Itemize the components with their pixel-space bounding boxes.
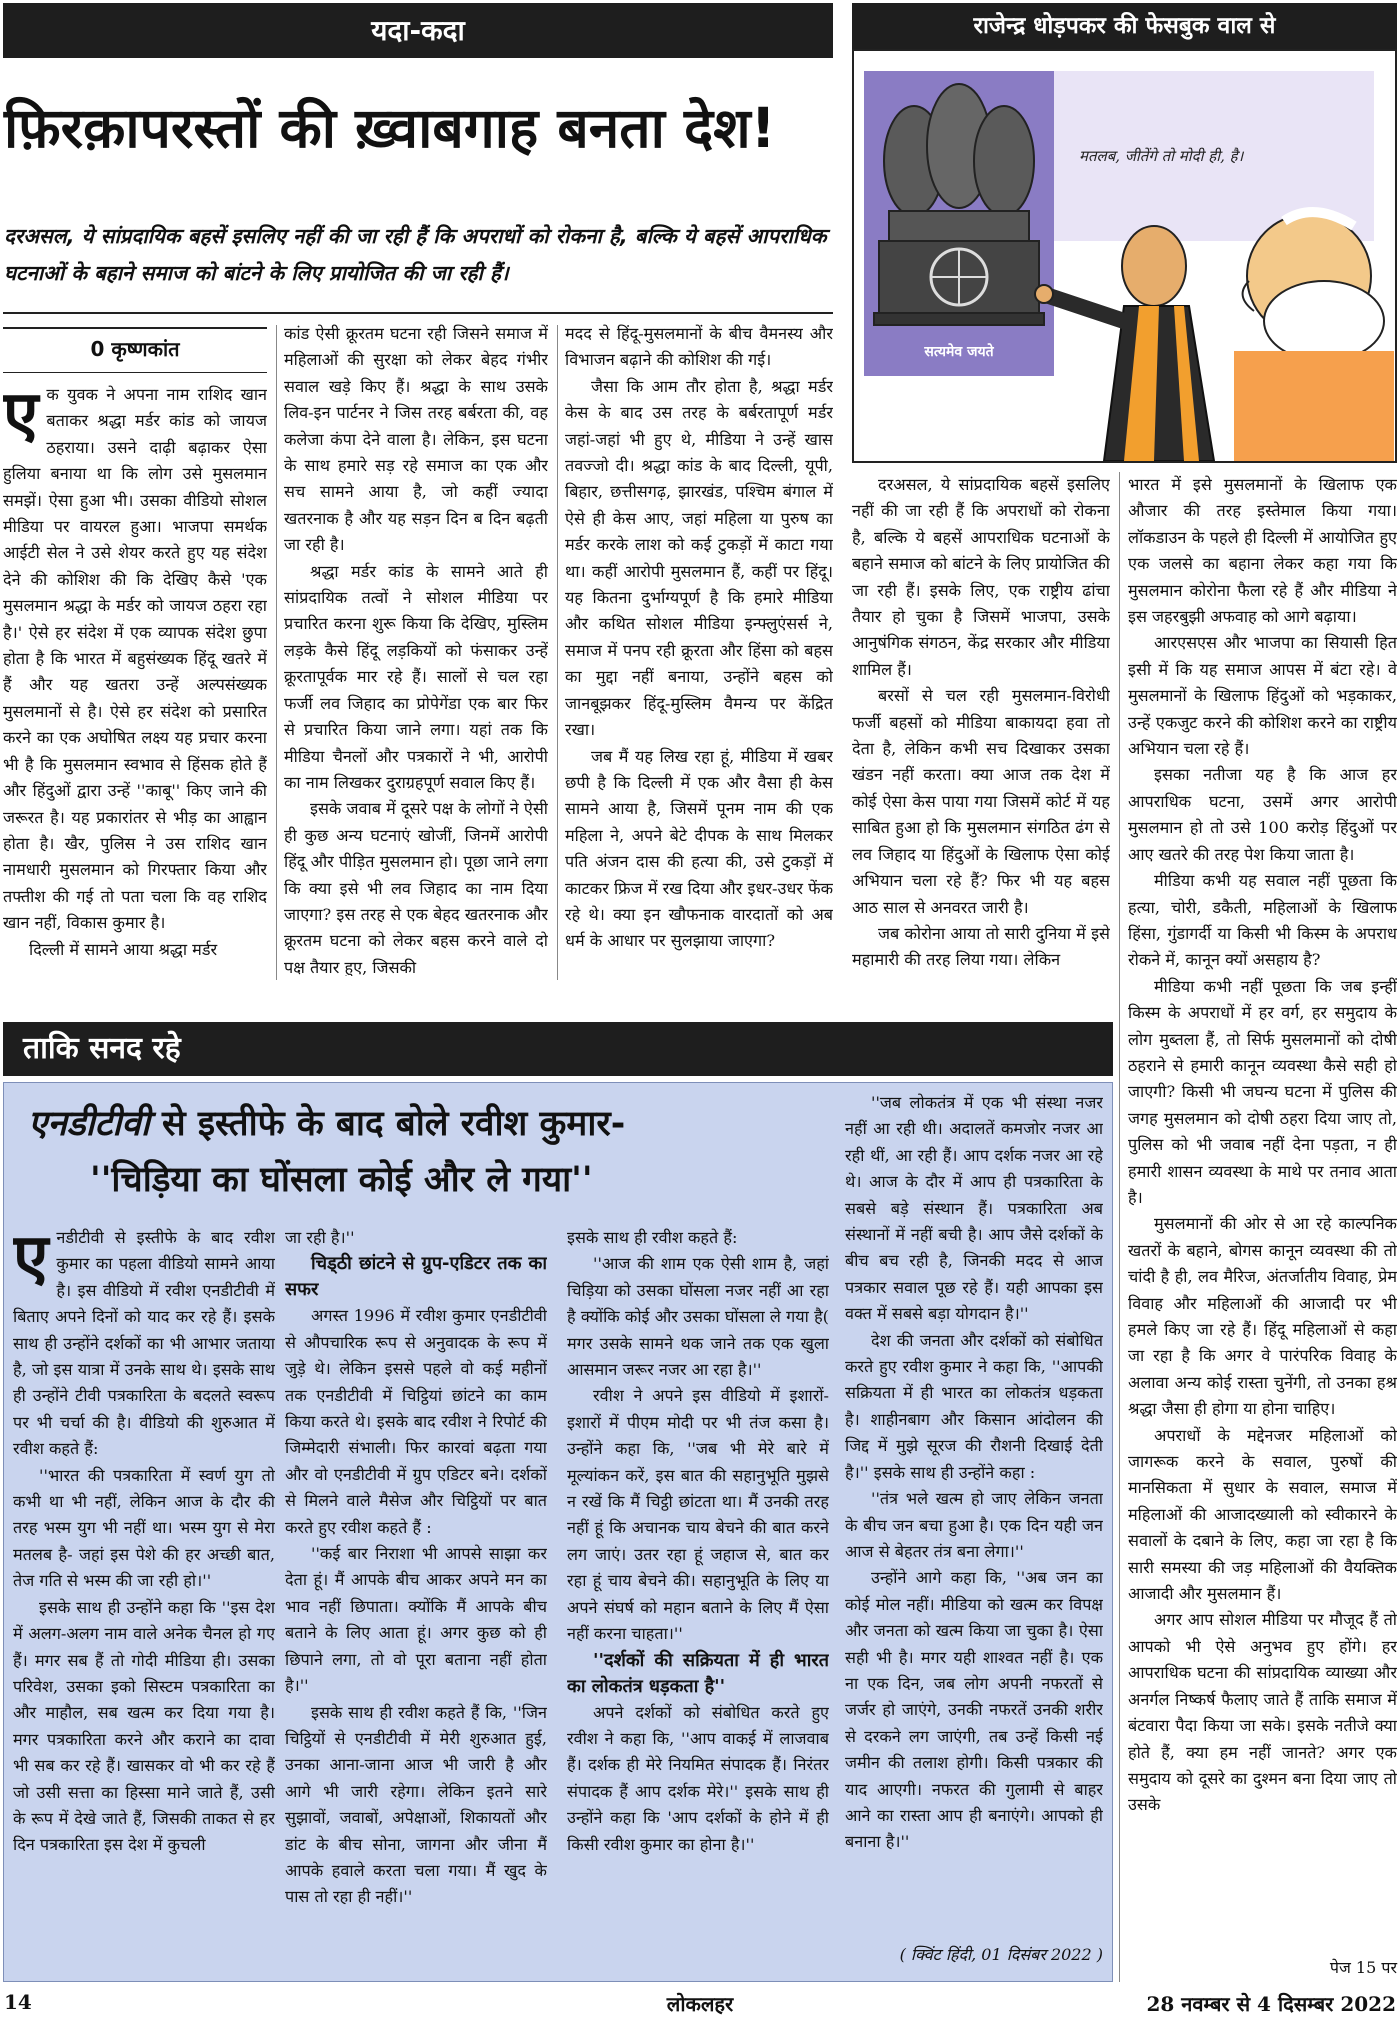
section-title: यदा-कदा (371, 14, 465, 47)
paragraph: अपराधों के मद्देनजर महिलाओं को जागरूक करने के सवाल, पुरुषों की मानसिकता में सुधार के सवाल, समाज में महिलाओं की आजादख्याली को स्वीकारने के सवालों के दबाने के लिए, कहा जा रहा है कि सारी समस्या की जड़ महिलाओं की वैयक्तिक आजादी और मुसलमान हैं। (1128, 1425, 1397, 1604)
paragraph: ''आज की शाम एक ऐसी शाम है, जहां चिड़िया को उसका घोंसला नजर नहीं आ रहा है क्योंकि कोई और उसका घोंसला ले गया है( मगर उसके सामने थक जाने तक एक खुला आसमान जरूर नजर आ रहा है।'' (567, 1254, 829, 1380)
cartoon-motto-text: सत्यमेव जयते (924, 344, 994, 360)
paragraph: कांड ऐसी क्रूरतम घटना रही जिसने समाज में महिलाओं की सुरक्षा को लेकर बेहद गंभीर सवाल खड़े किए हैं। श्रद्धा के साथ उसके लिव-इन पार्टनर ने जिस तरह बर्बरता की, वह कलेजा कंपा देने वाला है। लेकिन, इस घटना के साथ हमारे सड़ रहे समाज का एक और सच सामने आया है, जो कहीं ज्यादा खतरनाक है और यह सड़न दिन ब दिन बढ़ती जा रही है। (284, 324, 548, 555)
left-article-column-1 (3, 382, 267, 972)
ravish-column-1 (13, 1225, 275, 1975)
column-divider (557, 325, 558, 980)
subheading: चिड्ठी छांटने से ग्रुप-एडिटर तक का सफर (285, 1253, 547, 1301)
paragraph: जा रही है।'' (285, 1228, 355, 1247)
paragraph: जब मैं यह लिख रहा हूं, मीडिया में खबर छपी है कि दिल्ली में एक और वैसा ही केस सामने आया है, जिसमें पूनम नाम की एक महिला ने, अपने बेटे दीपक के साथ मिलकर पति अंजन दास की हत्या की, उसे टुकड़ों में काटकर फ्रिज में रख दिया और इधर-उधर फेंक रहे थे। क्या इन खौफनाक वारदातों को अब धर्म के आधार पर सुलझाया जाएगा? (565, 746, 833, 951)
ravish-headline-quote: ''चिड़िया का घोंसला कोई और ले गया'' (90, 1160, 593, 1200)
left-article-column-3 (565, 321, 833, 976)
source-credit: ( क्विंट हिंदी, 01 दिसंबर 2022 ) (899, 1945, 1103, 1964)
section-band-yada-kada (3, 3, 833, 58)
left-article-column-4 (852, 472, 1110, 982)
column-divider (1119, 472, 1120, 1982)
paragraph: जैसा कि आम तौर होता है, श्रद्धा मर्डर केस के बाद उस तरह के बर्बरतापूर्ण मर्डर जहां-जहां भी हुए थे, मीडिया ने उन्हें खास तवज्जो दी। श्रद्धा कांड के बाद दिल्ली, यूपी, बिहार, छत्तीसगढ़, झारखंड, पश्चिम बंगाल में ऐसे ही केस आए, जहां महिला या पुरुष का मर्डर करके लाश को कई टुकड़ों में काटा गया था। कहीं आरोपी मुसलमान हैं, कहीं पर हिंदू। यह कितना दुर्भाग्यपूर्ण है कि हमारे मीडिया और कथित सोशल मीडिया इन्फ्लुएंसर्स ने, समाज में पनप रही क्रूरता और हिंसा को बहस का मुद्दा नहीं बनाया, उन्होंने बहस को जानबूझकर हिंदू-मुस्लिम वैमन्य पर केंद्रित रखा। (565, 376, 833, 740)
paragraph: आरएसएस और भाजपा का सियासी हित इसी में कि यह समाज आपस में बंटा रहे। वे मुसलमानों के खिलाफ हिंदुओं को भड़काकर, उन्हें एकजुट करने की कोशिश करने का राष्ट्रीय अभियान चला रहे हैं। (1128, 633, 1397, 759)
cartoon-modi-figure (1234, 212, 1394, 461)
paragraph: मदद से हिंदू-मुसलमानों के बीच वैमनस्य और विभाजन बढ़ाने की कोशिश की गई। (565, 324, 833, 370)
column-divider (276, 325, 277, 980)
left-article-column-2 (284, 321, 548, 976)
paragraph: इसका नतीजा यह है कि आज हर आपराधिक घटना, उसमें अगर आरोपी मुसलमान हो तो उसे 100 करोड़ हिंदुओं पर आए खतरे की तरह पेश किया जाता है। (1128, 765, 1397, 864)
paragraph: क युवक ने अपना नाम राशिद खान बताकर श्रद्धा मर्डर कांड को जायज ठहराया। उसने दाढ़ी बढ़ाकर ऐसा हुलिया बनाया था कि लोग उसे मुसलमान समझें। ऐसा हुआ भी। उसका वीडियो सोशल मीडिया पर वायरल हुआ। भाजपा समर्थक आईटी सेल ने उसे शेयर करते हुए यह संदेश देने की कोशिश की कि देखिए कैसे 'एक मुसलमान श्रद्धा के मर्डर को जायज ठहरा रहा है।' ऐसे हर संदेश में एक व्यापक संदेश छुपा होता है कि भारत में बहुसंख्यक हिंदू खतरे में हैं और यह खतरा उन्हें अल्पसंख्यक मुसलमानों से है। ऐसे हर संदेश को प्रसारित करने का एक अघोषित लक्ष्य यह प्रचार करना भी है कि मुसलमान स्वभाव से हिंसक होते हैं और हिंदुओं द्वारा उन्हें ''काबू'' किए जाने की जरूरत है। यह प्रकारांतर से भीड़ का आह्वान होता है। खैर, पुलिस ने उस राशिद खान नामधारी मुसलमान को गिरफ्तार किया और तफ्तीश की गई तो पता चला कि वह राशिद खान नहीं, विकास कुमार है। (3, 385, 267, 933)
cartoon-section-title: राजेन्द्र धोड़पकर की फेसबुक वाल से (973, 13, 1276, 39)
paragraph: ''कई बार निराशा भी आपसे साझा कर देता हूं। मैं आपके बीच आकर अपने मन का भाव नहीं छिपाता। क्योंकि मैं आपके बीच बताने के लिए आता हूं। अगर कुछ को ही छिपाने लगा, तो वो पूरा बताना नहीं होता है।'' (285, 1544, 547, 1696)
paragraph: दिल्ली में सामने आया श्रद्धा मर्डर (29, 939, 218, 959)
standfirst: दरअसल, ये सांप्रदायिक बहसें इसलिए नहीं की जा रही हैं कि अपराधों को रोकना है, बल्कि ये बहसें आपराधिक घटनाओं के बहाने समाज को बांटने के लिए प्रायोजित की जा रही हैं। (4, 224, 827, 285)
headline: फ़िरक़ापरस्तों की ख़्वाबगाह बनता देश! (4, 96, 776, 160)
standfirst-rule (3, 312, 833, 314)
paragraph: ''तंत्र भले खत्म हो जाए लेकिन जनता के बीच जन बचा हुआ है। एक दिन यही जन आज से बेहतर तंत्र बना लेगा।'' (845, 1489, 1103, 1561)
cartoon-frame (852, 49, 1397, 463)
drop-cap: ए (13, 1225, 49, 1295)
ravish-headline-line1 (28, 1100, 858, 1148)
page-number: 14 (4, 1990, 32, 2014)
issue-date: 28 नवम्बर से 4 दिसम्बर 2022 (1146, 1992, 1396, 2016)
ravish-column-4 (845, 1090, 1103, 1935)
paragraph: मीडिया कभी यह सवाल नहीं पूछता कि हत्या, चोरी, डकैती, महिलाओं के खिलाफ हिंसा, गुंडागर्दी या किसी भी किस्म के अपराध रोकने में, कानून क्यों असहाय है? (1128, 871, 1397, 970)
paragraph: अपने दर्शकों को संबोधित करते हुए रवीश ने कहा कि, ''आप वाकई में लाजवाब हैं। दर्शक ही मेरे नियमित संपादक हैं। निरंतर संपादक हैं आप दर्शक मेरे।'' इसके साथ ही उन्होंने कहा कि 'आप दर्शकों के होने में ही किसी रवीश कुमार का होना है।'' (567, 1702, 829, 1854)
paragraph: उन्होंने आगे कहा कि, ''अब जन का कोई मोल नहीं। मीडिया को खत्म कर विपक्ष और जनता को खत्म किया जा चुका है। ऐसा सही भी है। मगर यही शाश्वत नहीं है। एक ना एक दिन, जब लोग अपनी नफरतों से जर्जर हो जाएंगे, उनकी नफरतें उनकी शरीर से दरकने लग जाएंगी, तब उन्हें किसी नई जमीन की तलाश होगी। किसी पत्रकार की याद आएगी। नफरत की गुलामी से बाहर आने का रास्ता आप ही बनाएंगे। आपको ही बनाना है।'' (845, 1568, 1103, 1852)
subheading: ''दर्शकों की सक्रियता में ही भारत का लोकतंत्र धड़कता है'' (567, 1649, 829, 1697)
paper-name: लोकलहर (666, 1992, 734, 2016)
byline: 0 कृष्णकांत (90, 337, 180, 361)
cartoon-speech-text: मतलब, जीतेंगे तो मोदी ही, है। (1079, 147, 1244, 165)
paragraph: ''जब लोकतंत्र में एक भी संस्था नजर नहीं आ रही थी। अदालतें कमजोर नजर आ रही थीं, आ रही हैं। आप दर्शक नजर आ रहे थे। आज के दौर में आप ही पत्रकारिता के सबसे बड़े संस्थान हैं। पत्रकारिता अब संस्थानों में नहीं बची है। आप जैसे दर्शकों के बीच बच रही है, जिनकी मदद से आज पत्रकार सवाल पूछ रहे हैं। यही आपका इस वक्त में सबसे बड़ा योगदान है।'' (845, 1093, 1103, 1324)
byline-rule-bottom (3, 372, 267, 373)
paragraph: भारत में इसे मुसलमानों के खिलाफ एक औजार की तरह इस्तेमाल किया गया। लॉकडाउन के पहले ही दिल्ली में आयोजित हुए एक जलसे का बहाना लेकर कहा गया कि मुसलमान कोरोना फैला रहे हैं और मीडिया ने इस जहरबुझी अफवाह को आगे बढ़ाया। (1128, 475, 1397, 627)
paragraph: मीडिया कभी नहीं पूछता कि जब इन्हीं किस्म के अपराधों में हर वर्ग, हर समुदाय के लोग मुब्तला हैं, तो सिर्फ मुसलमानों को दोषी ठहराने से हमारी कानून व्यवस्था कैसे सही हो जाएगी? किसी भी जघन्य घटना में पुलिस की जगह मुसलमान को दोषी ठहरा दिया जाए तो, पुलिस को भी जवाब नहीं देना पड़ता, न ही हमारी शासन व्यवस्था के माथे पर तनाव आता है। (1128, 976, 1397, 1207)
section-band-cartoon (852, 3, 1397, 49)
section-band-taaki-sanad-rahe (3, 1022, 1113, 1076)
paragraph: इसके साथ ही उन्होंने कहा कि ''इस देश में अलग-अलग नाम वाले अनेक चैनल हो गए हैं। मगर सब हैं तो गोदी मीडिया ही। उसका परिवेश, उसका इको सिस्टम पत्रकारिता का और माहौल, सब खत्म कर दिया गया है। मगर पत्रकारिता करने और कराने का दावा भी सब कर रहे हैं। खासकर वो भी कर रहे हैं जो उसी सत्ता का हिस्सा माने जाते हैं, उसी के रूप में देखे जाते हैं, जिसकी ताकत से हर दिन पत्रकारिता इस देश में कुचली (13, 1597, 275, 1855)
paragraph: श्रद्धा मर्डर कांड के सामने आते ही सांप्रदायिक तत्वों ने सोशल मीडिया पर प्रचारित करना शुरू किया कि देखिए, मुस्लिम लड़के कैसे हिंदू लड़कियों को फंसाकर उन्हें क्रूरतापूर्वक मार रहे हैं। सालों से चल रहा फर्जी लव जिहाद का प्रोपेगेंडा एक बार फिर से प्रचारित किया जाने लगा। यहां तक कि मीडिया चैनलों और पत्रकारों ने भी, आरोपी का नाम लिखकर दुराग्रहपूर्ण सवाल किए हैं। (284, 561, 548, 792)
paragraph: नडीटीवी से इस्तीफे के बाद रवीश कुमार का पहला वीडियो सामने आया है। इस वीडियो में रवीश एनडीटीवी में बिताए अपने दिनों को याद कर रहे हैं। इसके साथ ही उन्होंने दर्शकों का भी आभार जताया है, जो इस यात्रा में उनके साथ थे। इसके साथ ही उन्होंने टीवी पत्रकारिता के बदलते स्वरूप पर भी चर्चा की है। वीडियो की शुरुआत में रवीश कहते हैं: (13, 1228, 275, 1459)
paragraph: मुसलमानों की ओर से आ रहे काल्पनिक खतरों के बहाने, बोगस कानून व्यवस्था की तो चांदी है ही, लव मैरिज, अंतर्जातीय विवाह, प्रेम विवाह और महिलाओं की आजादी पर भी हमले किए जा रहे हैं। हिंदू महिलाओं से कहा जा रहा है कि अगर वे पारंपरिक विवाह के अलावा अन्य कोई रास्ता चुनेंगी, तो उनका हश्र श्रद्धा जैसा ही होगा या होना चाहिए। (1128, 1214, 1397, 1419)
left-article-column-5 (1128, 472, 1397, 1955)
cartoon-politician-figure (1035, 226, 1214, 461)
continued-note: पेज 15 पर (1329, 1958, 1397, 1977)
paragraph: जब कोरोना आया तो सारी दुनिया में इसे महामारी की तरह लिया गया। लेकिन (852, 923, 1110, 970)
ravish-headline-channel: एनडीटीवी (28, 1104, 150, 1144)
paragraph: अगर आप सोशल मीडिया पर मौजूद हैं तो आपको भी ऐसे अनुभव हुए होंगे। हर आपराधिक घटना की सांप्रदायिक व्याख्या और अनर्गल निष्कर्ष फैलाए जाते हैं ताकि समाज में बंटवारा पैदा किया जा सके। इसके नतीजे क्या होते हैं, क्या हम नहीं जानते? अगर एक समुदाय को दूसरे का दुश्मन बना दिया जाए तो उसके (1128, 1610, 1397, 1815)
lion-emblem (874, 84, 1044, 325)
paragraph: इसके साथ ही रवीश कहते हैं: (567, 1228, 738, 1247)
byline-rule (3, 327, 267, 329)
paragraph: रवीश ने अपने इस वीडियो में इशारों-इशारों में पीएम मोदी पर भी तंज कसा है। उन्होंने कहा कि, ''जब भी मेरे बारे में मूल्यांकन करें, इस बात की सहानुभूति मुझसे न रखें कि मैं चिट्ठी छांटता था। मैं उनकी तरह नहीं हूं कि अचानक चाय बेचने की बात करने लग जाएं। उतर रहा हूं जहाज से, बात कर रहा हूं चाय बेचने की। सहानुभूति के लिए या अपने संघर्ष को महान बताने के लिए मैं ऐसा नहीं करना चाहता।'' (567, 1386, 829, 1644)
ravish-column-2 (285, 1225, 547, 1975)
ravish-column-3 (567, 1225, 829, 1975)
ravish-headline-rest: से इस्तीफे के बाद बोले रवीश कुमार- (162, 1104, 626, 1144)
paragraph: दरअसल, ये सांप्रदायिक बहसें इसलिए नहीं की जा रही हैं कि अपराधों को रोकना है, बल्कि ये बहसें आपराधिक घटनाओं के बहाने समाज को बांटने के लिए प्रायोजित की जा रही हैं। इसके लिए, एक राष्ट्रीय ढांचा तैयार हो चुका है जिसमें भाजपा, उसके आनुषंगिक संगठन, केंद्र सरकार और मीडिया शामिल हैं। (852, 475, 1110, 679)
drop-cap: ए (3, 382, 39, 452)
paragraph: बरसों से चल रही मुसलमान-विरोधी फर्जी बहसों को मीडिया बाकायदा हवा तो देता है, लेकिन कभी सच दिखाकर उसका खंडन नहीं करता। क्या आज तक देश में कोई ऐसा केस पाया गया जिसमें कोर्ट में यह साबित हुआ हो कि मुसलमान संगठित ढंग से लव जिहाद या हिंदुओं के खिलाफ ऐसा कोई अभियान चला रहे हैं? फिर भी यह बहस आठ साल से अनवरत जारी है। (852, 686, 1110, 917)
cartoon-illustration (854, 51, 1395, 461)
section-title: ताकि सनद रहे (23, 1031, 181, 1066)
paragraph: इसके जवाब में दूसरे पक्ष के लोगों ने ऐसी ही कुछ अन्य घटनाएं खोजीं, जिनमें आरोपी हिंदू और पीड़ित मुसलमान हो। पूछा जाने लगा कि क्या इसे भी लव जिहाद का नाम दिया जाएगा? इस तरह से एक बेहद खतरनाक और क्रूरतम घटना को लेकर बहस करने वाले दो पक्ष तैयार हुए, जिसकी (284, 799, 548, 976)
paragraph: ''भारत की पत्रकारिता में स्वर्ण युग तो कभी था भी नहीं, लेकिन आज के दौर की तरह भस्म युग भी नहीं था। भस्म युग से मेरा मतलब है- जहां इस पेशे की हर अच्छी बात, तेज गति से भस्म की जा रही हो।'' (13, 1465, 275, 1591)
paragraph: अगस्त 1996 में रवीश कुमार एनडीटीवी से औपचारिक रूप से अनुवादक के रूप में जुड़े थे। लेकिन इससे पहले वो कई महीनों तक एनडीटीवी में चिट्ठियां छांटने का काम किया करते थे। इसके बाद रवीश ने रिपोर्ट की जिम्मेदारी संभाली। फिर कारवां बढ़ता गया और वो एनडीटीवी में ग्रुप एडिटर बने। दर्शकों से मिलने वाले मैसेज और चिट्ठियों पर बात करते हुए रवीश कहते हैं : (285, 1306, 547, 1537)
paragraph: इसके साथ ही रवीश कहते हैं कि, ''जिन चिट्ठियों से एनडीटीवी में मेरी शुरुआत हुई, उनका आना-जाना आज भी जारी है और आगे भी जारी रहेगा। लेकिन इतने सारे सुझावों, जवाबों, अपेक्षाओं, शिकायतों और डांट के बीच सोना, जागना और जीना मैं आपके हवाले करता चला गया। मैं खुद के पास तो रहा ही नहीं।'' (285, 1702, 547, 1907)
paragraph: देश की जनता और दर्शकों को संबोधित करते हुए रवीश कुमार ने कहा कि, ''आपकी सक्रियता में ही भारत का लोकतंत्र धड़कता है। शाहीनबाग और किसान आंदोलन की जिद्द में मुझे सूरज की रौशनी दिखाई देती है।'' इसके साथ ही उन्होंने कहा : (845, 1330, 1103, 1482)
